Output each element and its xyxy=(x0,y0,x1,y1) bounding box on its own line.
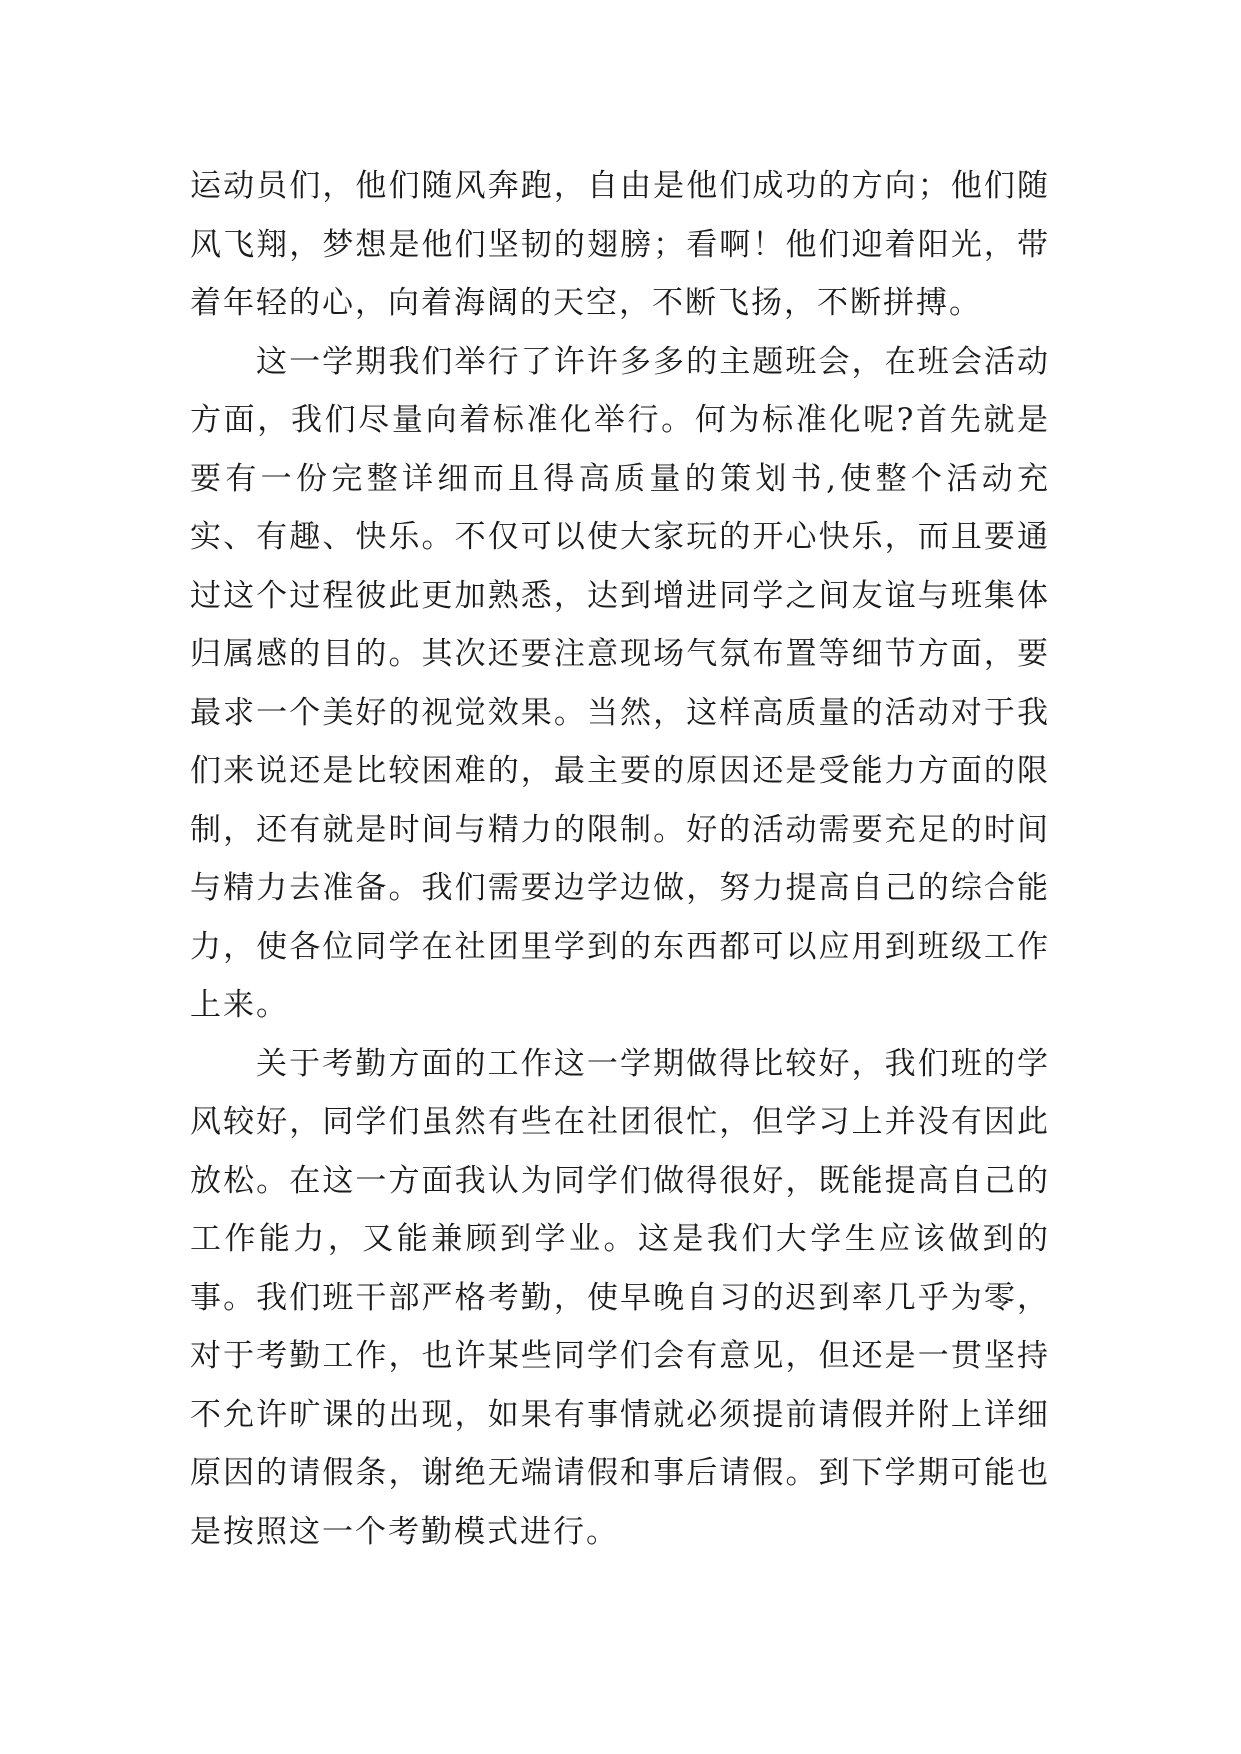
document-body xyxy=(190,157,1050,1561)
paragraph-class-meetings: 这一学期我们举行了许许多多的主题班会，在班会活动方面，我们尽量向着标准化举行。何为标准化呢?首先就是要有一份完整详细而且得高质量的策划书,使整个活动充实、有趣、快乐。不仅可以使大家玩的开心快乐，而且要通过这个过程彼此更加熟悉，达到增进同学之间友谊与班集体归属感的目的。其次还要注意现场气氛布置等细节方面，要最求一个美好的视觉效果。当然，这样高质量的活动对于我们来说还是比较困难的，最主要的原因还是受能力方面的限制，还有就是时间与精力的限制。好的活动需要充足的时间与精力去准备。我们需要边学边做，努力提高自己的综合能力，使各位同学在社团里学到的东西都可以应用到班级工作上来。 xyxy=(190,343,1050,1023)
paragraph-attendance: 关于考勤方面的工作这一学期做得比较好，我们班的学风较好，同学们虽然有些在社团很忙，但学习上并没有因此放松。在这一方面我认为同学们做得很好，既能提高自己的工作能力，又能兼顾到学业。这是我们大学生应该做到的事。我们班干部严格考勤，使早晚自习的迟到率几乎为零，对于考勤工作，也许某些同学们会有意见，但还是一贯坚持不允许旷课的出现，如果有事情就必须提前请假并附上详细原因的请假条，谢绝无端请假和事后请假。到下学期可能也是按照这一个考勤模式进行。 xyxy=(190,1045,1050,1550)
paragraph-athletes: 运动员们，他们随风奔跑，自由是他们成功的方向；他们随风飞翔，梦想是他们坚韧的翅膀；看啊！他们迎着阳光，带着年轻的心，向着海阔的天空，不断飞扬，不断拼搏。 xyxy=(190,168,1050,321)
